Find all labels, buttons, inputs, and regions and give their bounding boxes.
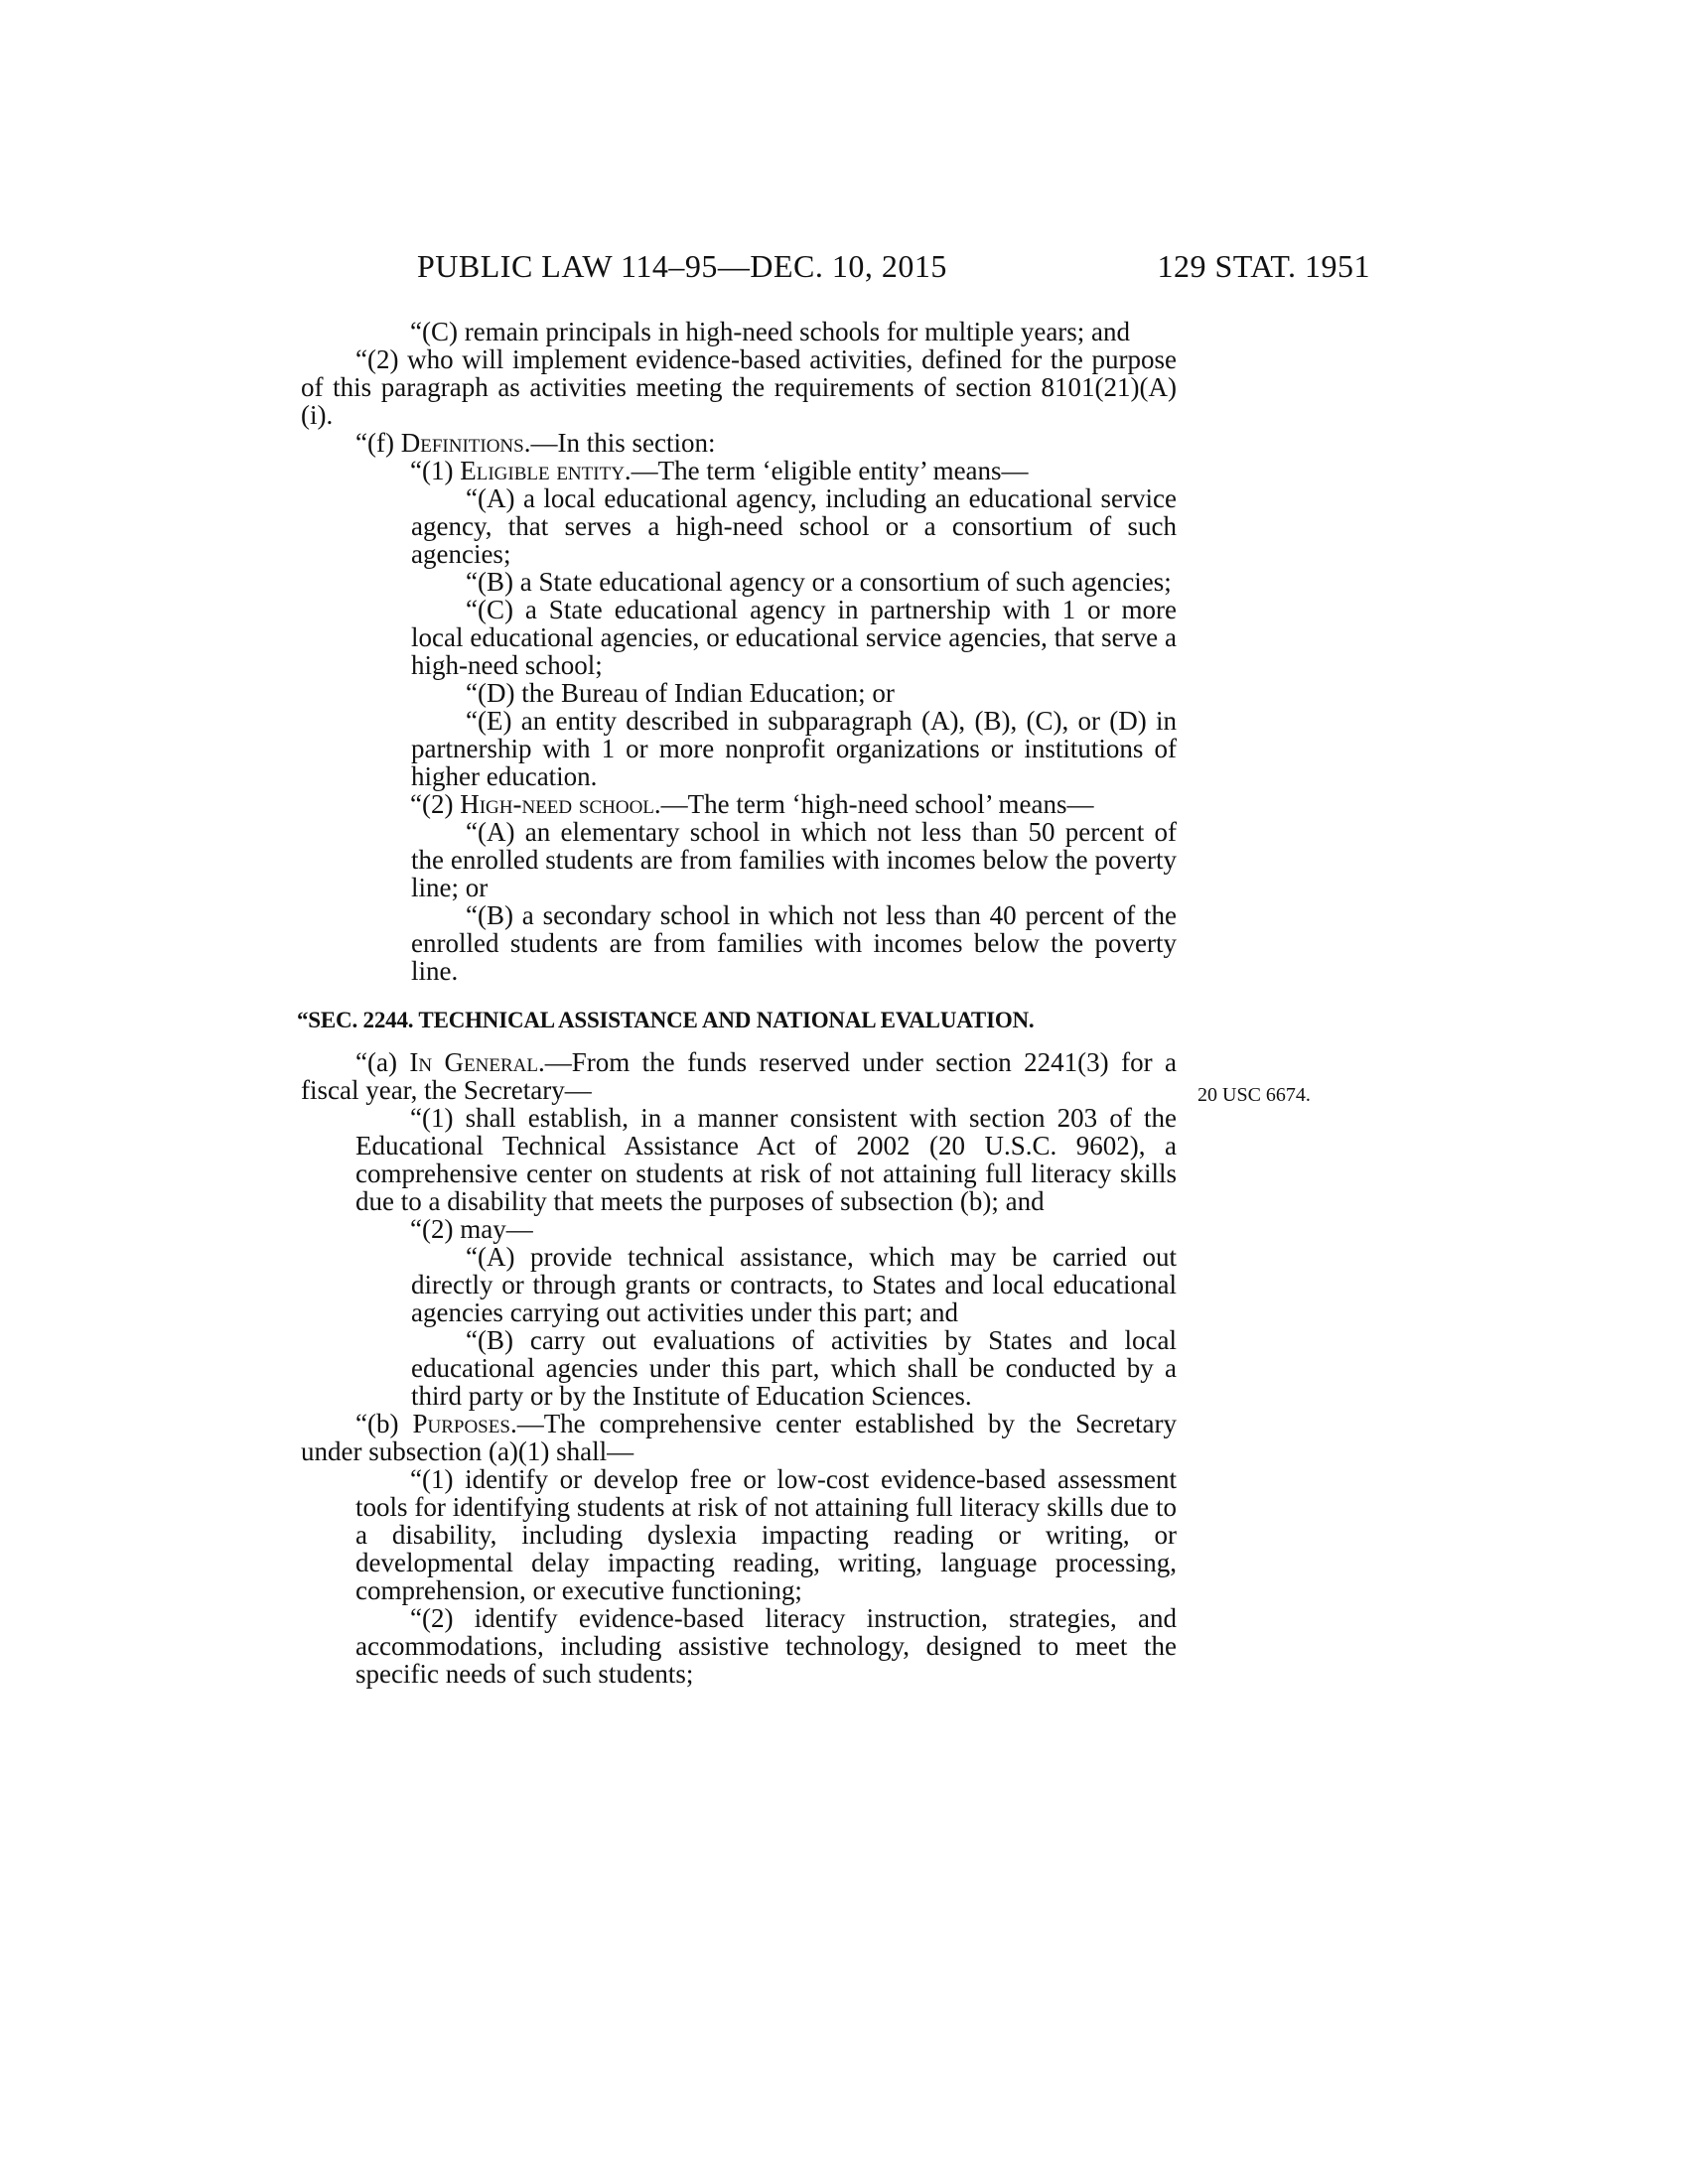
statute-text bbox=[297, 317, 1178, 1689]
purpose-2-literacy-instruction: “(2) identify evidence-based literacy instruction, strategies, and accommodations, including assistive technology, designed to meet the specific needs of such students; bbox=[355, 1603, 1177, 1689]
subsection-a-text: .—From the funds reserved under section 2241(3) for a fiscal year, the Secretary— bbox=[301, 1047, 1177, 1105]
paragraph-2-high-need-school bbox=[301, 790, 1177, 818]
paragraph-1-text: .—The term ‘eligible entity’ means— bbox=[624, 456, 1029, 485]
subsection-b-text: .—The comprehensive center established by the Secretary under subsection (a)(1) shall— bbox=[301, 1409, 1178, 1466]
subsection-f-definitions bbox=[301, 429, 1177, 457]
subparagraph-b-sea: “(B) a State educational agency or a consortium of such agencies; bbox=[466, 567, 1172, 597]
paragraph-1-eligible-entity bbox=[301, 457, 1177, 484]
subparagraph-b-evaluations: “(B) carry out evaluations of activities by States and local educational agencies under this part, which shall be conducted by a third party or by the Institute of Education Sciences. bbox=[411, 1325, 1177, 1411]
subsection-f-heading: Definitions bbox=[400, 428, 524, 458]
subsection-f-lead: “(f) bbox=[355, 428, 401, 458]
header-stat-page: 129 STAT. 1951 bbox=[1157, 248, 1370, 284]
subparagraph-e-entity: “(E) an entity described in subparagraph (A), (B), (C), or (D) in partnership with 1 or more nonprofit organizations or institutions of higher education. bbox=[411, 706, 1177, 791]
clause-c-principals: “(C) remain principals in high-need schools for multiple years; and bbox=[410, 317, 1131, 346]
paragraph-2-lead: “(2) bbox=[410, 789, 461, 819]
purpose-1-assessment-tools: “(1) identify or develop free or low-cost evidence-based assessment tools for identifying students at risk of not attaining full literacy skills due to a disability, including dyslexia impacting reading or writing, or developmental delay impacting reading, writing, language processing, comprehension, or executive functioning; bbox=[355, 1464, 1177, 1605]
paragraph-2-text: .—The term ‘high-need school’ means— bbox=[653, 789, 1094, 819]
subsection-a-in-general bbox=[301, 1048, 1177, 1104]
running-header bbox=[417, 248, 1370, 288]
paragraph-1-comprehensive-center: “(1) shall establish, in a manner consistent with section 203 of the Educational Technical Assistance Act of 2002 (20 U.S.C. 9602), a comprehensive center on students at risk of not attaining full literacy skills due to a disability that meets the purposes of subsection (b); and bbox=[355, 1103, 1177, 1216]
paragraph-2-evidence-based: “(2) who will implement evidence-based activities, defined for the purpose of this paragraph as activities meeting the requirements of section 8101(21)(A)(i). bbox=[301, 344, 1177, 430]
margin-citation: 20 USC 6674. bbox=[1197, 1084, 1311, 1106]
subparagraph-d-bie: “(D) the Bureau of Indian Education; or bbox=[466, 678, 895, 708]
subparagraph-c-partnership: “(C) a State educational agency in partnership with 1 or more local educational agencies, or educational service agencies, that serve a high-need school; bbox=[411, 595, 1177, 680]
subsection-a-lead: “(a) bbox=[355, 1047, 410, 1077]
header-title: PUBLIC LAW 114–95—DEC. 10, 2015 bbox=[417, 248, 947, 284]
subparagraph-a-elementary: “(A) an elementary school in which not less than 50 percent of the enrolled students are from families with incomes below the poverty line; or bbox=[411, 817, 1177, 902]
subparagraph-a-technical-assistance: “(A) provide technical assistance, which may be carried out directly or through grants or contracts, to States and local educational agencies carrying out activities under this part; and bbox=[411, 1242, 1177, 1327]
paragraph-1-heading: Eligible entity bbox=[460, 456, 625, 485]
subsection-a-heading: In General bbox=[409, 1047, 538, 1077]
paragraph-2-heading: High-need school bbox=[460, 789, 654, 819]
subsection-b-purposes bbox=[301, 1410, 1177, 1465]
subsection-f-text: .—In this section: bbox=[523, 428, 716, 458]
paragraph-2-may: “(2) may— bbox=[410, 1214, 533, 1244]
subsection-b-heading: Purposes bbox=[412, 1409, 510, 1438]
subsection-b-lead: “(b) bbox=[355, 1409, 413, 1438]
section-heading: “SEC. 2244. TECHNICAL ASSISTANCE AND NATIONAL EVALUATION. bbox=[297, 1008, 1035, 1032]
subparagraph-a-lea: “(A) a local educational agency, including an educational service agency, that serves a high-need school or a consortium of such agencies; bbox=[411, 483, 1177, 569]
paragraph-1-lead: “(1) bbox=[410, 456, 461, 485]
subparagraph-b-secondary: “(B) a secondary school in which not less than 40 percent of the enrolled students are from families with incomes below the poverty line. bbox=[411, 900, 1177, 986]
